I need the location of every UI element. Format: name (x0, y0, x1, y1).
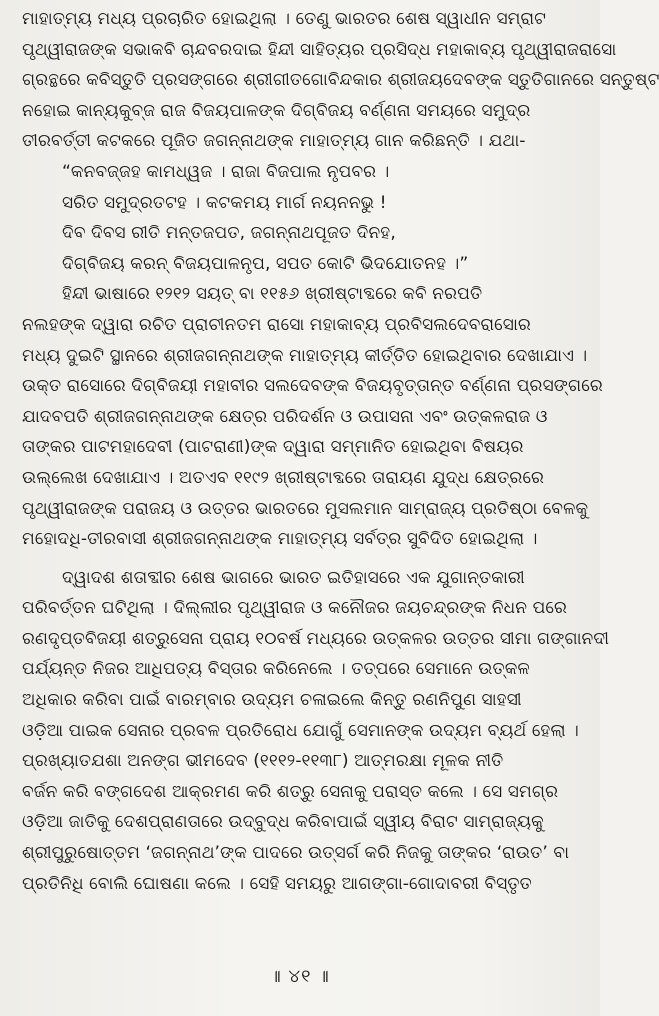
p1-line-2: ପୃଥ୍ୱୀରାଜଙ୍କ ସଭାକବି ଚାନ୍ଦବରଦାଇ ହିନ୍ଦୀ ସାହିତ୍ୟର ପ୍ରସିଦ୍ଧ ମହାକାବ୍ୟ ପୃଥ୍ୱୀରାଜରାସୋ (22, 39, 617, 60)
p3-line-4: ପର୍ଯ୍ୟନ୍ତ ନିଜର ଆଧିପତ୍ୟ ବିସ୍ତାର କରିନେଲେ । ତତ୍‌ପରେ ସେମାନେ ଉତ୍କଳ (22, 659, 530, 680)
p2-line-4: ଉକ୍ତ ରାସୋରେ ଦିଗ୍‌ବିଜୟୀ ମହାବୀର ସଲଦେବଙ୍କ ବିଜୟବୃତ୍ତାନ୍ତ ବର୍ଣ୍ଣନା ପ୍ରସଙ୍ଗରେ (22, 376, 603, 397)
p2-line-6: ତାଙ୍କର ପାଟମହାଦେବୀ (ପାଟରାଣୀ)ଙ୍କ ଦ୍ୱାରା ସମ୍ମାନିତ ହୋଇଥିବା ବିଷୟର (22, 437, 524, 458)
p3-line-5: ଅଧିକାର କରିବା ପାଇଁ ବାରମ୍ବାର ଉଦ୍ୟମ ଚଳାଇଲେ କିନ୍ତୁ ରଣନିପୁଣ ସାହସୀ (22, 690, 522, 711)
verse-line-4: ଦିଗ୍‌ବିଜୟ କରନ୍ ବିଜୟପାଳନୃପ, ସପତ କୋଟି ଭିଦଯୋତନହ ।” (62, 253, 469, 274)
paragraph-gap (22, 555, 580, 563)
verse-line-1: “କନବଜ୍ଜହ କାମଧ୍ୱଜ । ରାଜା ବିଜପାଲ ନୃପବର । (62, 161, 390, 182)
p2-line-1: ହିନ୍ଦୀ ଭାଷାରେ ୧୨୧୨ ସୟତ୍ ବା ୧୧୫୬ ଖ୍ରୀଷ୍ଟାବ୍ଦରେ କବି ନରପତି (62, 284, 483, 305)
p1-line-1: ମାହାତ୍ମ୍ୟ ମଧ୍ୟ ପ୍ରଚାରିତ ହୋଇଥିଲା । ତେଣୁ ଭାରତର ଶେଷ ସ୍ୱାଧୀନ ସମ୍ରାଟ (22, 9, 547, 29)
p3-line-11: ପ୍ରତିନିଧି ବୋଲି ଘୋଷଣା କଲେ । ସେହି ସମୟରୁ ଆଗଙ୍ଗା-ଗୋଦାବରୀ ବିସ୍ତୃତ (22, 873, 532, 894)
p2-line-7: ଉଲ୍ଲେଖ ଦେଖାଯାଏ । ଅତଏବ ୧୧୯୨ ଖ୍ରୀଷ୍ଟାବ୍ଦରେ ତାରାୟଣ ଯୁଦ୍ଧ କ୍ଷେତ୍ରରେ (22, 467, 545, 488)
p1-line-3: ଗ୍ରନ୍ଥରେ କବିସ୍ତୁତି ପ୍ରସଙ୍ଗରେ ଶ୍ରୀଗୀତଗୋବିନ୍ଦକାର ଶ୍ରୀଜୟଦେବଙ୍କ ସ୍ତୁତିଗାନରେ ସନ୍ତୁଷ୍ଟ (22, 70, 659, 91)
p2-line-2: ନଲହଙ୍କ ଦ୍ୱାରା ରଚିତ ପ୍ରାଚୀନତମ ରାସୋ ମହାକାବ୍ୟ ପ୍ରବିସଲଦେବରାସୋର (22, 314, 531, 335)
p2-line-5: ଯାଦବପତି ଶ୍ରୀଜଗନ୍ନାଥଙ୍କ କ୍ଷେତ୍ର ପରିଦର୍ଶନ ଓ ଉପାସନା ଏବଂ ଉତ୍କଳରାଜ ଓ (22, 406, 548, 427)
verse-line-3: ଦିବ ଦିବସ ରୀତି ମନ୍ତଜପତ, ଜଗନ୍ନାଥପୂଜତ ଦିନହ, (62, 223, 396, 244)
p3-line-3: ରଣଦୃପ୍ତବିଜୟୀ ଶତ୍ରୁସେନା ପ୍ରାୟ ୧୦ବର୍ଷ ମଧ୍ୟରେ ଉତ୍କଳର ଉତ୍ତର ସୀମା ଗଙ୍ଗାନଦୀ (22, 628, 609, 649)
p2-line-8: ପୃଥ୍ୱୀରାଜଙ୍କ ପରାଜୟ ଓ ଉତ୍ତର ଭାରତରେ ମୁସଲମାନ ସାମ୍ରାଜ୍ୟ ପ୍ରତିଷ୍ଠା ବେଳକୁ (22, 498, 589, 519)
p2-line-9: ମହୋଦଧି-ତୀରବାସୀ ଶ୍ରୀଜଗନ୍ନାଥଙ୍କ ମାହାତ୍ମ୍ୟ ସର୍ବତ୍ର ସୁବିଦିତ ହୋଇଥିଲା । (22, 529, 538, 550)
body-text (22, 4, 659, 899)
p3-line-7: ପ୍ରଖ୍ୟାତଯଶା ଅନଙ୍ଗ ଭୀମଦେବ (୧୧୧୨-୧୧୩୮) ଆତ୍ମରକ୍ଷା ମୂଳକ ନୀତି (22, 751, 504, 772)
p2-line-3: ମଧ୍ୟ ଦୁଇଟି ସ୍ଥାନରେ ଶ୍ରୀଜଗନ୍ନାଥଙ୍କ ମାହାତ୍ମ୍ୟ କୀର୍ତ୍ତିତ ହୋଇଥିବାର ଦେଖାଯାଏ । (22, 345, 588, 366)
p3-line-1: ଦ୍ୱାଦଶ ଶତାବ୍ଦୀର ଶେଷ ଭାଗରେ ଭାରତ ଇତିହାସରେ ଏକ ଯୁଗାନ୍ତକାରୀ (62, 567, 525, 588)
p3-line-9: ଓଡ଼ିଆ ଜାତିକୁ ଦେଶପ୍ରାଣତାରେ ଉଦ୍‌ବୁଦ୍ଧ କରିବାପାଇଁ ସ୍ୱୀୟ ବିରାଟ ସାମ୍ରାଜ୍ୟକୁ (22, 812, 544, 833)
page-number: ॥ ୪୧ ॥ (270, 966, 330, 987)
p1-line-4: ନହୋଇ କାନ୍ୟକୁବ୍ଜ ରାଜ ବିଜୟପାଳଙ୍କ ଦିଗ୍‌ବିଜୟ ବର୍ଣ୍ଣନା ସମୟରେ ସମୁଦ୍ର (22, 100, 531, 121)
p1-line-5: ତୀରବର୍ତ୍ତୀ କଟକରେ ପୂଜିତ ଜଗନ୍ନାଥଙ୍କ ମାହାତ୍ମ୍ୟ ଗାନ କରିଛନ୍ତି । ଯଥା- (22, 131, 526, 152)
p3-line-6: ଓଡ଼ିଆ ପାଇକ ସେନାର ପ୍ରବଳ ପ୍ରତିରୋଧ ଯୋଗୁଁ ସେମାନଙ୍କ ଉଦ୍ୟମ ବ୍ୟର୍ଥ ହେଲା । (22, 720, 579, 741)
p3-line-8: ବର୍ଜନ କରି ବଙ୍ଗଦେଶ ଆକ୍ରମଣ କରି ଶତ୍ରୁ ସେନାକୁ ପରାସ୍ତ କଲେ । ସେ ସମଗ୍ର (22, 781, 559, 802)
p3-line-2: ପରିବର୍ତ୍ତନ ଘଟିଥିଲା । ଦିଲ୍ଲୀର ପୃଥ୍ୱୀରାଜ ଓ କନୌଜର ଜୟଚନ୍ଦ୍ରଙ୍କ ନିଧନ ପରେ (22, 598, 568, 619)
p3-line-10: ଶ୍ରୀପୁରୁଷୋତ୍ତମ ‘ଜଗନ୍ନାଥ’ଙ୍କ ପାଦରେ ଉତ୍ସର୍ଗ କରି ନିଜକୁ ତାଙ୍କର ‘ରାଉତ’ ବା (22, 843, 569, 864)
verse-line-2: ସରିତ ସମୁଦ୍ରତଟହ । କଟକମୟ ମାର୍ଗ ନୟନନଭୁ ! (62, 192, 387, 213)
